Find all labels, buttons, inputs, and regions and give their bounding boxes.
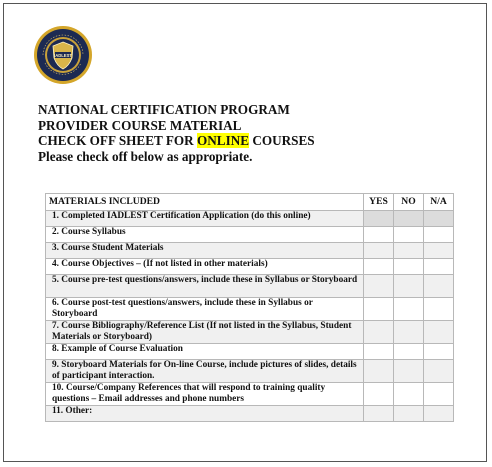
material-item-label: 10. Course/Company References that will respond to training quality questions – Email addresses and phone numbers <box>46 383 364 406</box>
table-row <box>46 406 454 422</box>
check-cell-no[interactable] <box>394 344 424 360</box>
check-cell-na[interactable] <box>424 227 454 243</box>
materials-checklist-table <box>45 193 454 422</box>
material-item-label: 8. Example of Course Evaluation <box>46 344 364 360</box>
check-cell-no[interactable] <box>394 298 424 321</box>
check-cell-no[interactable] <box>394 406 424 422</box>
material-item-label: 4. Course Objectives – (If not listed in other materials) <box>46 259 364 275</box>
check-cell-na[interactable] <box>424 243 454 259</box>
table-row <box>46 321 454 344</box>
heading-instruction: Please check off below as appropriate. <box>38 148 253 164</box>
check-cell-no[interactable] <box>394 227 424 243</box>
material-item-label: 9. Storyboard Materials for On-line Course, include pictures of slides, details of participant interaction. <box>46 360 364 383</box>
heading-check-off-suffix: COURSES <box>249 133 315 148</box>
material-item-label: 3. Course Student Materials <box>46 243 364 259</box>
table-row <box>46 259 454 275</box>
material-item-label: 2. Course Syllabus <box>46 227 364 243</box>
check-cell-yes[interactable] <box>364 211 394 227</box>
check-cell-na[interactable] <box>424 298 454 321</box>
check-cell-no[interactable] <box>394 211 424 227</box>
check-cell-yes[interactable] <box>364 383 394 406</box>
material-item-label: 1. Completed IADLEST Certification Application (do this online) <box>46 211 364 227</box>
table-row <box>46 344 454 360</box>
header-yes: YES <box>364 194 394 211</box>
material-item-label: 5. Course pre-test questions/answers, include these in Syllabus or Storyboard <box>46 275 364 298</box>
check-cell-yes[interactable] <box>364 259 394 275</box>
check-cell-no[interactable] <box>394 259 424 275</box>
check-cell-na[interactable] <box>424 406 454 422</box>
check-cell-yes[interactable] <box>364 406 394 422</box>
material-item-label: 6. Course post-test questions/answers, include these in Syllabus or Storyboard <box>46 298 364 321</box>
header-na: N/A <box>424 194 454 211</box>
highlighted-online: ONLINE <box>197 133 250 148</box>
header-no: NO <box>394 194 424 211</box>
material-item-label: 7. Course Bibliography/Reference List (If not listed in the Syllabus, Student Materials or Storyboard) <box>46 321 364 344</box>
table-row <box>46 227 454 243</box>
header-materials-included: MATERIALS INCLUDED <box>46 194 364 211</box>
table-row <box>46 383 454 406</box>
check-cell-yes[interactable] <box>364 298 394 321</box>
table-row <box>46 211 454 227</box>
material-item-label: 11. Other: <box>46 406 364 422</box>
iadlest-seal-logo <box>33 25 93 85</box>
table-header-row <box>46 194 454 211</box>
heading-program-title: NATIONAL CERTIFICATION PROGRAM <box>38 102 290 117</box>
check-cell-na[interactable] <box>424 344 454 360</box>
check-cell-no[interactable] <box>394 321 424 344</box>
check-cell-na[interactable] <box>424 259 454 275</box>
check-cell-na[interactable] <box>424 321 454 344</box>
check-cell-no[interactable] <box>394 243 424 259</box>
check-cell-yes[interactable] <box>364 275 394 298</box>
heading-course-material: PROVIDER COURSE MATERIAL <box>38 117 242 133</box>
heading-check-off-prefix: CHECK OFF SHEET FOR <box>38 133 198 148</box>
check-cell-no[interactable] <box>394 275 424 298</box>
document-page <box>3 3 487 462</box>
check-cell-no[interactable] <box>394 360 424 383</box>
check-cell-no[interactable] <box>394 383 424 406</box>
check-cell-yes[interactable] <box>364 321 394 344</box>
check-cell-yes[interactable] <box>364 360 394 383</box>
table-row <box>46 275 454 298</box>
check-cell-na[interactable] <box>424 360 454 383</box>
table-row <box>46 360 454 383</box>
check-cell-na[interactable] <box>424 211 454 227</box>
check-cell-na[interactable] <box>424 383 454 406</box>
table-row <box>46 298 454 321</box>
svg-text:IADLEST: IADLEST <box>54 53 72 58</box>
heading-check-off-sheet <box>38 133 315 149</box>
check-cell-yes[interactable] <box>364 344 394 360</box>
table-row <box>46 243 454 259</box>
check-cell-na[interactable] <box>424 275 454 298</box>
check-cell-yes[interactable] <box>364 227 394 243</box>
check-cell-yes[interactable] <box>364 243 394 259</box>
document-heading <box>38 102 315 164</box>
